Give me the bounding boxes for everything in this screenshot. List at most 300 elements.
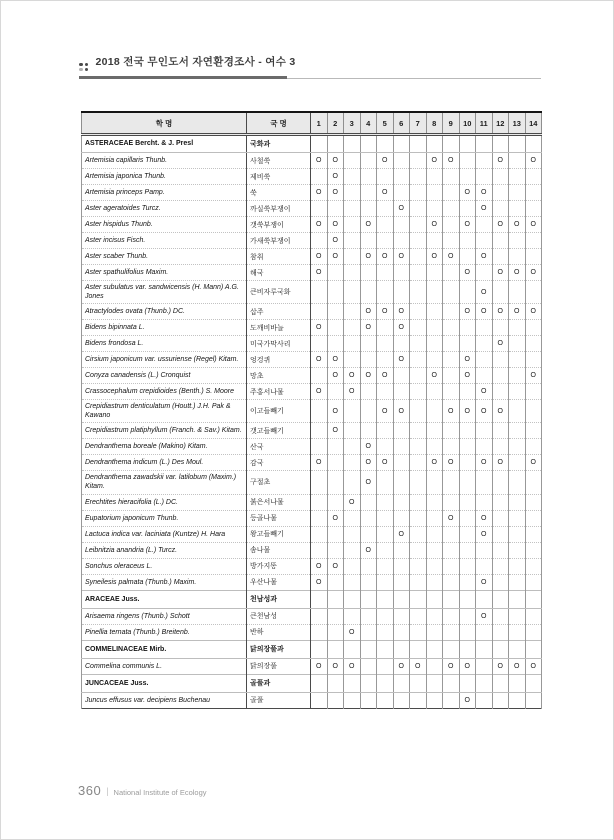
mark-cell-site-7 bbox=[410, 494, 427, 510]
col-header-site-13: 13 bbox=[509, 112, 526, 135]
mark-cell-site-7 bbox=[410, 542, 427, 558]
mark-cell-site-6 bbox=[393, 153, 410, 169]
korean-name-cell: 국화과 bbox=[247, 135, 311, 153]
mark-cell-site-1: O bbox=[311, 352, 328, 368]
mark-cell-site-8 bbox=[426, 423, 443, 439]
scientific-name-cell: Juncus effusus var. decipiens Buchenau bbox=[82, 692, 247, 708]
mark-cell-site-1 bbox=[311, 281, 328, 304]
korean-name-cell: 구절초 bbox=[247, 471, 311, 494]
mark-cell-site-13 bbox=[509, 692, 526, 708]
mark-cell-site-2 bbox=[327, 471, 344, 494]
mark-cell-site-2 bbox=[327, 640, 344, 658]
mark-cell-site-3 bbox=[344, 169, 361, 185]
mark-cell-site-11 bbox=[476, 692, 493, 708]
mark-cell-site-11 bbox=[476, 640, 493, 658]
mark-cell-site-4 bbox=[360, 400, 377, 423]
col-header-site-1: 1 bbox=[311, 112, 328, 135]
mark-cell-site-2 bbox=[327, 201, 344, 217]
mark-cell-site-12 bbox=[492, 494, 509, 510]
species-row bbox=[82, 510, 542, 526]
mark-cell-site-8 bbox=[426, 674, 443, 692]
species-row bbox=[82, 624, 542, 640]
mark-cell-site-4 bbox=[360, 692, 377, 708]
scientific-name-cell: COMMELINACEAE Mirb. bbox=[82, 640, 247, 658]
mark-cell-site-6 bbox=[393, 217, 410, 233]
mark-cell-site-9 bbox=[443, 471, 460, 494]
mark-cell-site-4: O bbox=[360, 471, 377, 494]
mark-cell-site-12 bbox=[492, 590, 509, 608]
korean-name-cell: 우산나물 bbox=[247, 574, 311, 590]
mark-cell-site-2: O bbox=[327, 185, 344, 201]
mark-cell-site-5 bbox=[377, 590, 394, 608]
mark-cell-site-12: O bbox=[492, 153, 509, 169]
mark-cell-site-14 bbox=[525, 233, 542, 249]
mark-cell-site-12 bbox=[492, 526, 509, 542]
mark-cell-site-11 bbox=[476, 336, 493, 352]
mark-cell-site-11: O bbox=[476, 185, 493, 201]
mark-cell-site-4: O bbox=[360, 455, 377, 471]
mark-cell-site-6 bbox=[393, 439, 410, 455]
mark-cell-site-5 bbox=[377, 169, 394, 185]
col-header-site-12: 12 bbox=[492, 112, 509, 135]
mark-cell-site-8 bbox=[426, 692, 443, 708]
korean-name-cell: 닭의장풀과 bbox=[247, 640, 311, 658]
mark-cell-site-4 bbox=[360, 265, 377, 281]
mark-cell-site-2 bbox=[327, 384, 344, 400]
mark-cell-site-9 bbox=[443, 185, 460, 201]
mark-cell-site-11: O bbox=[476, 281, 493, 304]
mark-cell-site-10 bbox=[459, 526, 476, 542]
mark-cell-site-3: O bbox=[344, 494, 361, 510]
mark-cell-site-10 bbox=[459, 169, 476, 185]
mark-cell-site-13 bbox=[509, 526, 526, 542]
mark-cell-site-5 bbox=[377, 439, 394, 455]
species-row bbox=[82, 558, 542, 574]
mark-cell-site-2: O bbox=[327, 169, 344, 185]
korean-name-cell: 솜나물 bbox=[247, 542, 311, 558]
scientific-name-cell: Sonchus oleraceus L. bbox=[82, 558, 247, 574]
mark-cell-site-1 bbox=[311, 640, 328, 658]
mark-cell-site-1 bbox=[311, 400, 328, 423]
mark-cell-site-8 bbox=[426, 624, 443, 640]
scientific-name-cell: Bidens frondosa L. bbox=[82, 336, 247, 352]
mark-cell-site-14 bbox=[525, 526, 542, 542]
mark-cell-site-1 bbox=[311, 674, 328, 692]
mark-cell-site-12 bbox=[492, 281, 509, 304]
species-row bbox=[82, 249, 542, 265]
mark-cell-site-8 bbox=[426, 526, 443, 542]
mark-cell-site-13: O bbox=[509, 658, 526, 674]
mark-cell-site-10 bbox=[459, 542, 476, 558]
mark-cell-site-13 bbox=[509, 624, 526, 640]
mark-cell-site-10 bbox=[459, 574, 476, 590]
species-row bbox=[82, 574, 542, 590]
mark-cell-site-2: O bbox=[327, 510, 344, 526]
mark-cell-site-9: O bbox=[443, 658, 460, 674]
mark-cell-site-4 bbox=[360, 494, 377, 510]
species-row bbox=[82, 439, 542, 455]
mark-cell-site-12 bbox=[492, 439, 509, 455]
mark-cell-site-13 bbox=[509, 281, 526, 304]
mark-cell-site-11: O bbox=[476, 574, 493, 590]
mark-cell-site-1: O bbox=[311, 455, 328, 471]
mark-cell-site-3 bbox=[344, 674, 361, 692]
species-row bbox=[82, 526, 542, 542]
mark-cell-site-10 bbox=[459, 439, 476, 455]
mark-cell-site-9 bbox=[443, 265, 460, 281]
mark-cell-site-7 bbox=[410, 526, 427, 542]
species-row bbox=[82, 320, 542, 336]
mark-cell-site-1: O bbox=[311, 217, 328, 233]
mark-cell-site-11 bbox=[476, 674, 493, 692]
mark-cell-site-5: O bbox=[377, 153, 394, 169]
mark-cell-site-1 bbox=[311, 423, 328, 439]
mark-cell-site-2 bbox=[327, 542, 344, 558]
scientific-name-cell: Crassocephalum crepidioides (Benth.) S. Moore bbox=[82, 384, 247, 400]
mark-cell-site-12 bbox=[492, 423, 509, 439]
mark-cell-site-5 bbox=[377, 320, 394, 336]
mark-cell-site-3 bbox=[344, 574, 361, 590]
mark-cell-site-8 bbox=[426, 281, 443, 304]
col-header-scientific-name: 학 명 bbox=[82, 112, 247, 135]
korean-name-cell: 미국가막사리 bbox=[247, 336, 311, 352]
mark-cell-site-1 bbox=[311, 494, 328, 510]
mark-cell-site-14 bbox=[525, 542, 542, 558]
mark-cell-site-3 bbox=[344, 304, 361, 320]
mark-cell-site-3 bbox=[344, 400, 361, 423]
mark-cell-site-14 bbox=[525, 352, 542, 368]
species-row bbox=[82, 217, 542, 233]
mark-cell-site-10: O bbox=[459, 352, 476, 368]
mark-cell-site-5 bbox=[377, 201, 394, 217]
mark-cell-site-7 bbox=[410, 455, 427, 471]
mark-cell-site-1 bbox=[311, 201, 328, 217]
mark-cell-site-2: O bbox=[327, 658, 344, 674]
mark-cell-site-4 bbox=[360, 423, 377, 439]
mark-cell-site-4 bbox=[360, 233, 377, 249]
mark-cell-site-3 bbox=[344, 608, 361, 624]
species-row bbox=[82, 352, 542, 368]
mark-cell-site-9 bbox=[443, 384, 460, 400]
mark-cell-site-13 bbox=[509, 185, 526, 201]
mark-cell-site-2 bbox=[327, 590, 344, 608]
mark-cell-site-3 bbox=[344, 135, 361, 153]
mark-cell-site-7 bbox=[410, 135, 427, 153]
species-row bbox=[82, 185, 542, 201]
mark-cell-site-13: O bbox=[509, 304, 526, 320]
mark-cell-site-8 bbox=[426, 185, 443, 201]
mark-cell-site-10 bbox=[459, 336, 476, 352]
mark-cell-site-14 bbox=[525, 590, 542, 608]
mark-cell-site-8 bbox=[426, 201, 443, 217]
species-row bbox=[82, 542, 542, 558]
mark-cell-site-6 bbox=[393, 368, 410, 384]
mark-cell-site-6 bbox=[393, 265, 410, 281]
mark-cell-site-6: O bbox=[393, 304, 410, 320]
mark-cell-site-9 bbox=[443, 640, 460, 658]
korean-name-cell: 삽주 bbox=[247, 304, 311, 320]
mark-cell-site-8 bbox=[426, 304, 443, 320]
mark-cell-site-9 bbox=[443, 368, 460, 384]
mark-cell-site-3 bbox=[344, 281, 361, 304]
col-header-site-9: 9 bbox=[443, 112, 460, 135]
mark-cell-site-7 bbox=[410, 510, 427, 526]
mark-cell-site-8 bbox=[426, 590, 443, 608]
mark-cell-site-5 bbox=[377, 471, 394, 494]
korean-name-cell: 엉겅퀴 bbox=[247, 352, 311, 368]
header-rule bbox=[79, 75, 541, 79]
mark-cell-site-8 bbox=[426, 494, 443, 510]
mark-cell-site-1 bbox=[311, 526, 328, 542]
mark-cell-site-14 bbox=[525, 135, 542, 153]
mark-cell-site-3 bbox=[344, 692, 361, 708]
mark-cell-site-7 bbox=[410, 153, 427, 169]
mark-cell-site-12 bbox=[492, 368, 509, 384]
mark-cell-site-8 bbox=[426, 574, 443, 590]
mark-cell-site-14 bbox=[525, 400, 542, 423]
mark-cell-site-6 bbox=[393, 135, 410, 153]
mark-cell-site-3 bbox=[344, 233, 361, 249]
mark-cell-site-7 bbox=[410, 185, 427, 201]
mark-cell-site-6: O bbox=[393, 658, 410, 674]
mark-cell-site-14 bbox=[525, 674, 542, 692]
mark-cell-site-11 bbox=[476, 624, 493, 640]
mark-cell-site-12 bbox=[492, 640, 509, 658]
mark-cell-site-2: O bbox=[327, 217, 344, 233]
mark-cell-site-5 bbox=[377, 542, 394, 558]
species-row bbox=[82, 658, 542, 674]
korean-name-cell: 제비쑥 bbox=[247, 169, 311, 185]
mark-cell-site-9 bbox=[443, 169, 460, 185]
mark-cell-site-12 bbox=[492, 201, 509, 217]
mark-cell-site-6 bbox=[393, 169, 410, 185]
mark-cell-site-13 bbox=[509, 135, 526, 153]
col-header-site-10: 10 bbox=[459, 112, 476, 135]
mark-cell-site-4 bbox=[360, 169, 377, 185]
mark-cell-site-7 bbox=[410, 674, 427, 692]
scientific-name-cell: Erechtites hieracifolia (L.) DC. bbox=[82, 494, 247, 510]
mark-cell-site-6 bbox=[393, 384, 410, 400]
footer-institute: National Institute of Ecology bbox=[113, 788, 207, 797]
mark-cell-site-6: O bbox=[393, 352, 410, 368]
mark-cell-site-4 bbox=[360, 608, 377, 624]
species-row bbox=[82, 368, 542, 384]
family-row bbox=[82, 674, 542, 692]
mark-cell-site-12 bbox=[492, 674, 509, 692]
mark-cell-site-5 bbox=[377, 336, 394, 352]
mark-cell-site-11: O bbox=[476, 201, 493, 217]
mark-cell-site-13 bbox=[509, 640, 526, 658]
mark-cell-site-6 bbox=[393, 510, 410, 526]
mark-cell-site-10 bbox=[459, 135, 476, 153]
mark-cell-site-8 bbox=[426, 352, 443, 368]
mark-cell-site-3 bbox=[344, 153, 361, 169]
table-head bbox=[82, 112, 542, 135]
mark-cell-site-5 bbox=[377, 558, 394, 574]
mark-cell-site-4 bbox=[360, 558, 377, 574]
mark-cell-site-6 bbox=[393, 608, 410, 624]
mark-cell-site-10: O bbox=[459, 304, 476, 320]
mark-cell-site-11 bbox=[476, 423, 493, 439]
mark-cell-site-9 bbox=[443, 281, 460, 304]
mark-cell-site-4: O bbox=[360, 304, 377, 320]
korean-name-cell: 사철쑥 bbox=[247, 153, 311, 169]
mark-cell-site-7 bbox=[410, 558, 427, 574]
mark-cell-site-3 bbox=[344, 336, 361, 352]
mark-cell-site-12: O bbox=[492, 455, 509, 471]
mark-cell-site-10: O bbox=[459, 692, 476, 708]
mark-cell-site-14 bbox=[525, 281, 542, 304]
page-footer bbox=[78, 782, 207, 800]
mark-cell-site-6 bbox=[393, 494, 410, 510]
mark-cell-site-5 bbox=[377, 526, 394, 542]
mark-cell-site-1 bbox=[311, 608, 328, 624]
mark-cell-site-8 bbox=[426, 400, 443, 423]
mark-cell-site-14 bbox=[525, 692, 542, 708]
mark-cell-site-5 bbox=[377, 674, 394, 692]
mark-cell-site-12 bbox=[492, 249, 509, 265]
mark-cell-site-13: O bbox=[509, 265, 526, 281]
page-header bbox=[79, 52, 541, 79]
mark-cell-site-7 bbox=[410, 692, 427, 708]
mark-cell-site-1: O bbox=[311, 658, 328, 674]
mark-cell-site-2: O bbox=[327, 558, 344, 574]
scientific-name-cell: Aster subulatus var. sandwicensis (H. Mann) A.G. Jones bbox=[82, 281, 247, 304]
mark-cell-site-10: O bbox=[459, 400, 476, 423]
mark-cell-site-7 bbox=[410, 304, 427, 320]
mark-cell-site-2 bbox=[327, 320, 344, 336]
mark-cell-site-10: O bbox=[459, 658, 476, 674]
species-row bbox=[82, 455, 542, 471]
mark-cell-site-8: O bbox=[426, 217, 443, 233]
mark-cell-site-14: O bbox=[525, 368, 542, 384]
mark-cell-site-6 bbox=[393, 336, 410, 352]
korean-name-cell: 이고들빼기 bbox=[247, 400, 311, 423]
col-header-site-8: 8 bbox=[426, 112, 443, 135]
mark-cell-site-4 bbox=[360, 201, 377, 217]
mark-cell-site-7 bbox=[410, 574, 427, 590]
mark-cell-site-4 bbox=[360, 384, 377, 400]
mark-cell-site-11 bbox=[476, 368, 493, 384]
mark-cell-site-14 bbox=[525, 439, 542, 455]
mark-cell-site-10 bbox=[459, 590, 476, 608]
korean-name-cell: 왕고들빼기 bbox=[247, 526, 311, 542]
mark-cell-site-2 bbox=[327, 265, 344, 281]
mark-cell-site-6 bbox=[393, 558, 410, 574]
mark-cell-site-5 bbox=[377, 608, 394, 624]
mark-cell-site-4: O bbox=[360, 439, 377, 455]
col-header-site-6: 6 bbox=[393, 112, 410, 135]
mark-cell-site-1: O bbox=[311, 558, 328, 574]
mark-cell-site-9 bbox=[443, 624, 460, 640]
mark-cell-site-10 bbox=[459, 494, 476, 510]
mark-cell-site-2: O bbox=[327, 233, 344, 249]
mark-cell-site-2 bbox=[327, 574, 344, 590]
mark-cell-site-13 bbox=[509, 233, 526, 249]
mark-cell-site-5: O bbox=[377, 455, 394, 471]
scientific-name-cell: JUNCACEAE Juss. bbox=[82, 674, 247, 692]
mark-cell-site-2 bbox=[327, 455, 344, 471]
species-row bbox=[82, 400, 542, 423]
species-table bbox=[81, 111, 542, 709]
mark-cell-site-3: O bbox=[344, 368, 361, 384]
korean-name-cell: 큰비자루국화 bbox=[247, 281, 311, 304]
mark-cell-site-1 bbox=[311, 304, 328, 320]
mark-cell-site-12 bbox=[492, 384, 509, 400]
mark-cell-site-8 bbox=[426, 265, 443, 281]
mark-cell-site-7 bbox=[410, 439, 427, 455]
mark-cell-site-11 bbox=[476, 590, 493, 608]
mark-cell-site-9 bbox=[443, 352, 460, 368]
mark-cell-site-14 bbox=[525, 624, 542, 640]
scientific-name-cell: Commelina communis L. bbox=[82, 658, 247, 674]
mark-cell-site-11 bbox=[476, 153, 493, 169]
mark-cell-site-8 bbox=[426, 558, 443, 574]
mark-cell-site-13 bbox=[509, 674, 526, 692]
scientific-name-cell: Crepidiastrum denticulatum (Houtt.) J.H. Pak & Kawano bbox=[82, 400, 247, 423]
mark-cell-site-10: O bbox=[459, 185, 476, 201]
mark-cell-site-13 bbox=[509, 423, 526, 439]
mark-cell-site-3 bbox=[344, 201, 361, 217]
mark-cell-site-4 bbox=[360, 352, 377, 368]
mark-cell-site-7 bbox=[410, 384, 427, 400]
mark-cell-site-11 bbox=[476, 265, 493, 281]
col-header-site-5: 5 bbox=[377, 112, 394, 135]
mark-cell-site-7 bbox=[410, 265, 427, 281]
mark-cell-site-14 bbox=[525, 201, 542, 217]
mark-cell-site-1 bbox=[311, 471, 328, 494]
scientific-name-cell: Arisaema ringens (Thunb.) Schott bbox=[82, 608, 247, 624]
species-row bbox=[82, 169, 542, 185]
mark-cell-site-13 bbox=[509, 400, 526, 423]
mark-cell-site-11: O bbox=[476, 384, 493, 400]
mark-cell-site-2: O bbox=[327, 400, 344, 423]
mark-cell-site-7 bbox=[410, 352, 427, 368]
mark-cell-site-3 bbox=[344, 352, 361, 368]
mark-cell-site-14 bbox=[525, 384, 542, 400]
mark-cell-site-1: O bbox=[311, 320, 328, 336]
mark-cell-site-5 bbox=[377, 233, 394, 249]
scientific-name-cell: Pinellia ternata (Thunb.) Breitenb. bbox=[82, 624, 247, 640]
mark-cell-site-8 bbox=[426, 384, 443, 400]
mark-cell-site-4 bbox=[360, 674, 377, 692]
mark-cell-site-9: O bbox=[443, 400, 460, 423]
species-row bbox=[82, 281, 542, 304]
mark-cell-site-8 bbox=[426, 658, 443, 674]
mark-cell-site-7: O bbox=[410, 658, 427, 674]
mark-cell-site-9 bbox=[443, 135, 460, 153]
mark-cell-site-1 bbox=[311, 510, 328, 526]
mark-cell-site-6 bbox=[393, 624, 410, 640]
scientific-name-cell: ARACEAE Juss. bbox=[82, 590, 247, 608]
mark-cell-site-13 bbox=[509, 558, 526, 574]
mark-cell-site-4 bbox=[360, 185, 377, 201]
mark-cell-site-7 bbox=[410, 320, 427, 336]
col-header-site-2: 2 bbox=[327, 112, 344, 135]
mark-cell-site-9 bbox=[443, 201, 460, 217]
mark-cell-site-13 bbox=[509, 590, 526, 608]
mark-cell-site-5: O bbox=[377, 400, 394, 423]
mark-cell-site-10 bbox=[459, 640, 476, 658]
mark-cell-site-8 bbox=[426, 439, 443, 455]
mark-cell-site-3 bbox=[344, 455, 361, 471]
scientific-name-cell: ASTERACEAE Bercht. & J. Presl bbox=[82, 135, 247, 153]
mark-cell-site-5: O bbox=[377, 185, 394, 201]
mark-cell-site-13 bbox=[509, 574, 526, 590]
korean-name-cell: 천남성과 bbox=[247, 590, 311, 608]
scientific-name-cell: Crepidiastrum platiphyllum (Franch. & Sav.) Kitam. bbox=[82, 423, 247, 439]
mark-cell-site-5 bbox=[377, 423, 394, 439]
